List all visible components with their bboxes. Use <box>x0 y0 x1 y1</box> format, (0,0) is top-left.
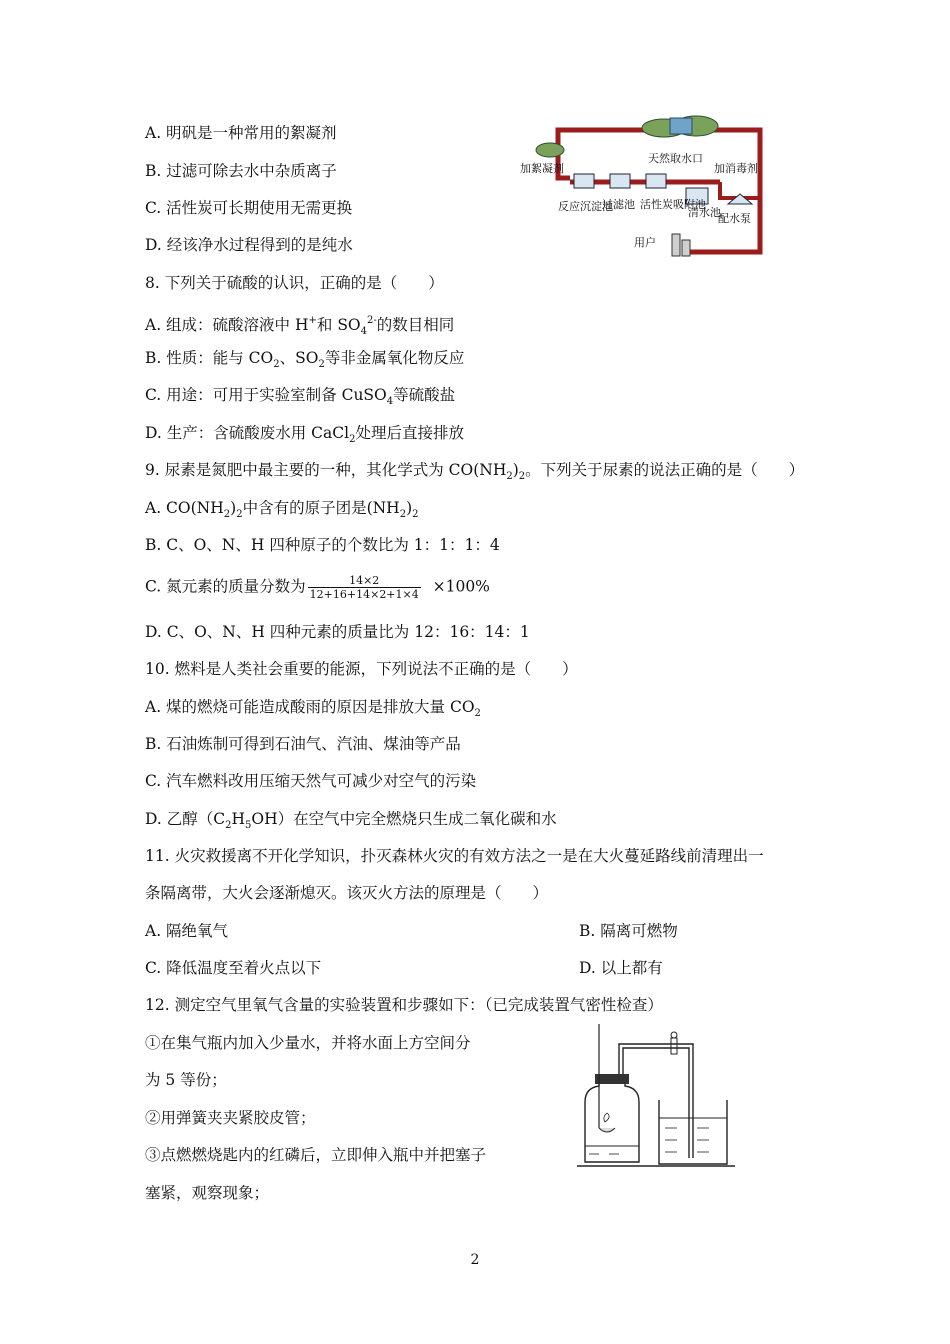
q12-step3-line2: 塞紧，观察现象； <box>145 1184 270 1202</box>
q12-step1-line2: 为 5 等份； <box>145 1071 227 1089</box>
q11-option-c: C. 降低温度至着火点以下 <box>145 959 322 977</box>
q8-option-d: D. 生产：含硫酸废水用 CaCl$_2$处理后直接排放 <box>145 424 464 445</box>
label-pump: 配水泵 <box>718 212 751 225</box>
q11-option-d: D. 以上都有 <box>579 959 663 977</box>
q9-option-c: C. 氮元素的质量分数为 $\frac{14\times 2}{12+16+14\times 2+1\times 4}$ ×100% <box>145 574 490 601</box>
label-disinfectant: 加消毒剂 <box>714 162 758 175</box>
q8-option-a: A. 组成：硫酸溶液中 H+和 $SO_4^{2-}$的数目相同 <box>145 315 455 337</box>
q11-option-a: A. 隔绝氧气 <box>145 922 229 940</box>
label-settle: 反应沉淀池 <box>558 200 613 213</box>
q7-option-a: A. 明矾是一种常用的絮凝剂 <box>145 124 337 142</box>
q12-stem: 12. 测定空气里氧气含量的实验装置和步骤如下：（已完成装置气密性检查） <box>145 996 663 1014</box>
q9-option-b: B. C、O、N、H 四种原子的个数比为 1：1：1：4 <box>145 536 500 554</box>
q11-stem-line1: 11. 火灾救援离不开化学知识，扑灭森林火灾的有效方法之一是在大火蔓延路线前清理出一 <box>145 847 764 865</box>
q8-option-c: C. 用途：可用于实验室制备 CuSO$_4$等硫酸盐 <box>145 386 456 407</box>
q10-option-c: C. 汽车燃料改用压缩天然气可减少对空气的污染 <box>145 772 477 790</box>
page-number: 2 <box>470 1252 480 1268</box>
label-filter: 过滤池 <box>602 198 635 211</box>
label-carbon: 活性炭吸附池 <box>640 198 706 211</box>
water-treatment-diagram <box>514 112 774 260</box>
q10-option-d: D. 乙醇$(C_2H_5OH)$在空气中完全燃烧只生成二氧化碳和水 <box>145 810 557 831</box>
q10-option-b: B. 石油炼制可得到石油气、汽油、煤油等产品 <box>145 735 461 753</box>
q12-step1-line1: ①在集气瓶内加入少量水，并将水面上方空间分 <box>145 1034 471 1052</box>
label-clear: 清水池 <box>688 206 721 219</box>
q12-step3-line1: ③点燃燃烧匙内的红磷后，立即伸入瓶中并把塞子 <box>145 1146 487 1164</box>
label-user: 用户 <box>634 236 656 249</box>
label-source: 天然取水口 <box>648 152 703 165</box>
q7-option-c: C. 活性炭可长期使用无需更换 <box>145 199 353 217</box>
q9-stem: 9. 尿素是氮肥中最主要的一种，其化学式为 $CO(NH_2)_2$。下列关于尿素的说法正确的是（ ） <box>145 461 805 482</box>
q10-option-a: A. 煤的燃烧可能造成酸雨的原因是排放大量 $CO_2$ <box>145 698 481 719</box>
q8-option-b: B. 性质：能与 $CO_2$、$SO_2$等非金属氧化物反应 <box>145 349 465 370</box>
mass-fraction-formula: $\frac{14\times 2}{12+16+14\times 2+1\times 4}$ <box>309 574 419 601</box>
label-flocculant: 加絮凝剂 <box>520 162 564 175</box>
q9-option-a: A. $CO(NH_2)_2$中含有的原子团是$(NH_2)_2$ <box>145 499 419 520</box>
q8-stem: 8. 下列关于硫酸的认识，正确的是（ ） <box>145 274 444 292</box>
q12-step2: ②用弹簧夹夹紧胶皮管； <box>145 1109 316 1127</box>
q11-option-b: B. 隔离可燃物 <box>579 922 678 940</box>
oxygen-experiment-apparatus <box>575 1022 737 1170</box>
q7-option-b: B. 过滤可除去水中杂质离子 <box>145 162 337 180</box>
q11-stem-line2: 条隔离带，大火会逐渐熄灭。该灭火方法的原理是（ ） <box>145 884 549 902</box>
q10-stem: 10. 燃料是人类社会重要的能源，下列说法不正确的是（ ） <box>145 660 578 678</box>
q7-option-d: D. 经该净水过程得到的是纯水 <box>145 236 353 254</box>
q9-option-d: D. C、O、N、H 四种元素的质量比为 12：16：14：1 <box>145 623 530 641</box>
